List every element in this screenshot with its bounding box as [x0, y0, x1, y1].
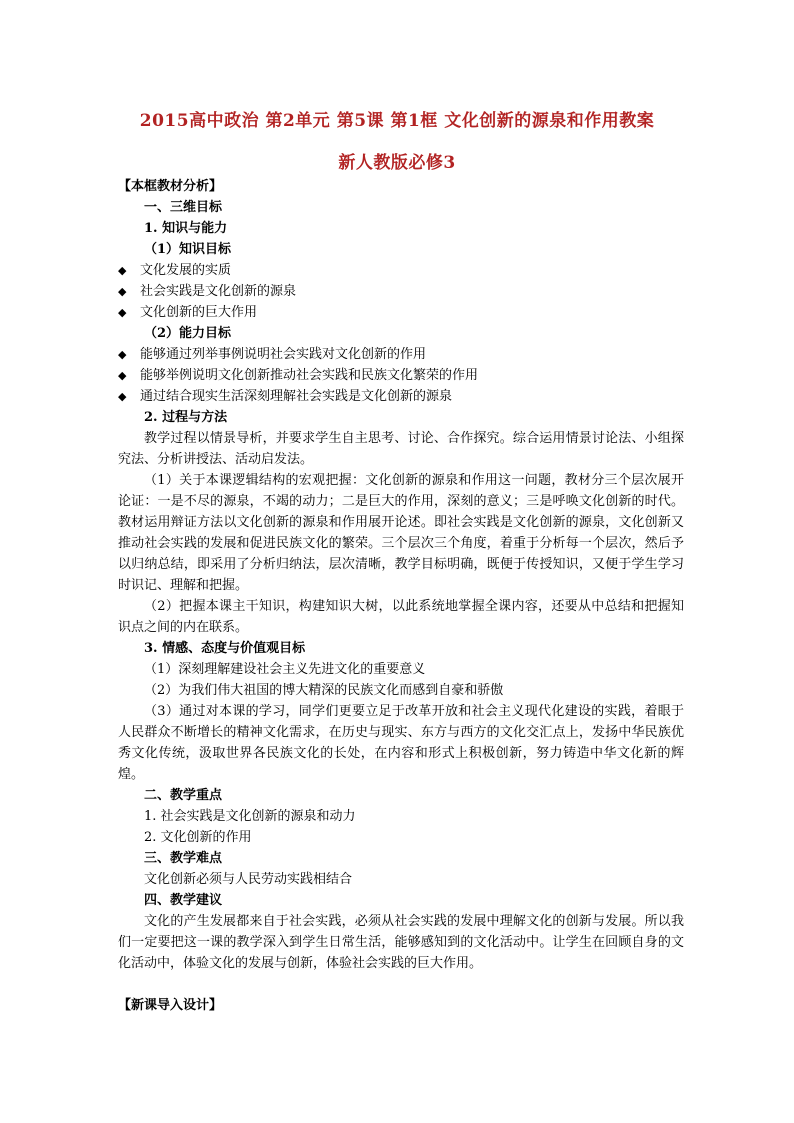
spacer	[118, 974, 684, 995]
knowledge-goal-heading: （1）知识目标	[144, 242, 232, 257]
section-heading-analysis: 【本框教材分析】	[118, 179, 223, 194]
list-item: ◆ 文化发展的实质	[118, 260, 684, 281]
key-points-heading: 二、教学重点	[144, 788, 223, 803]
goals-heading: 一、三维目标	[144, 200, 223, 215]
list-item: 2. 文化创新的作用	[144, 830, 252, 845]
paragraph: （2）把握本课主干知识，构建知识大树，以此系统地掌握全课内容，还要从中总结和把握知识点之间的内在联系。	[118, 599, 684, 635]
paragraph: （3）通过对本课的学习，同学们更要立足于改革开放和社会主义现代化建设的实践，着眼于人民群众不断增长的精神文化需求，在历史与现实、东方与西方的文化交汇点上，发扬中华民族优秀文化传统，汲取世界各民族文化的长处，在内容和形式上积极创新，努力铸造中华文化新的辉煌。	[118, 704, 684, 782]
list-item: ◆ 能够通过列举事例说明社会实践对文化创新的作用	[118, 344, 684, 365]
diamond-bullet-icon: ◆	[118, 306, 127, 319]
ability-goal-heading: （2）能力目标	[144, 326, 232, 341]
emotion-heading: 3. 情感、态度与价值观目标	[144, 641, 306, 656]
list-item: ◆ 能够举例说明文化创新推动社会实践和民族文化繁荣的作用	[118, 365, 684, 386]
document-title-line2: 新人教版必修3	[338, 153, 456, 173]
knowledge-heading: 1. 知识与能力	[144, 221, 228, 236]
document-body	[118, 176, 684, 1016]
paragraph: （2）为我们伟大祖国的博大精深的民族文化而感到自豪和骄傲	[144, 683, 504, 698]
list-item: ◆ 社会实践是文化创新的源泉	[118, 281, 684, 302]
difficulty-heading: 三、教学难点	[144, 851, 223, 866]
section-heading-intro: 【新课导入设计】	[118, 998, 223, 1013]
diamond-bullet-icon: ◆	[118, 348, 127, 361]
paragraph: （1）关于本课逻辑结构的宏观把握：文化创新的源泉和作用这一问题，教材分三个层次展开论证：一是不尽的源泉，不竭的动力；二是巨大的作用，深刻的意义；三是呼唤文化创新的时代。教材运用辩证方法以文化创新的源泉和作用展开论述。即社会实践是文化创新的源泉，文化创新又推动社会实践的发展和促进民族文化的繁荣。三个层次三个角度，着重于分析每一个层次，然后予以归纳总结，即采用了分析归纳法，层次清晰，教学目标明确，既便于传授知识，又便于学生学习时识记、理解和把握。	[118, 473, 684, 593]
paragraph: （1）深刻理解建设社会主义先进文化的重要意义	[144, 662, 426, 677]
process-heading: 2. 过程与方法	[144, 410, 228, 425]
paragraph: 教学过程以情景导析，并要求学生自主思考、讨论、合作探究。综合运用情景讨论法、小组探究法、分析讲授法、活动启发法。	[118, 431, 684, 467]
diamond-bullet-icon: ◆	[118, 369, 127, 382]
diamond-bullet-icon: ◆	[118, 390, 127, 403]
document-title-line1: 2015高中政治 第2单元 第5课 第1框 文化创新的源泉和作用教案	[139, 111, 655, 131]
suggestion-heading: 四、教学建议	[144, 893, 223, 908]
list-item: ◆ 通过结合现实生活深刻理解社会实践是文化创新的源泉	[118, 386, 684, 407]
diamond-bullet-icon: ◆	[118, 264, 127, 277]
paragraph: 文化的产生发展都来自于社会实践，必须从社会实践的发展中理解文化的创新与发展。所以我们一定要把这一课的教学深入到学生日常生活，能够感知到的文化活动中。让学生在回顾自身的文化活动中，体验文化的发展与创新，体验社会实践的巨大作用。	[118, 914, 684, 971]
diamond-bullet-icon: ◆	[118, 285, 127, 298]
list-item: ◆ 文化创新的巨大作用	[118, 302, 684, 323]
paragraph: 文化创新必须与人民劳动实践相结合	[144, 872, 353, 887]
list-item: 1. 社会实践是文化创新的源泉和动力	[144, 809, 356, 824]
